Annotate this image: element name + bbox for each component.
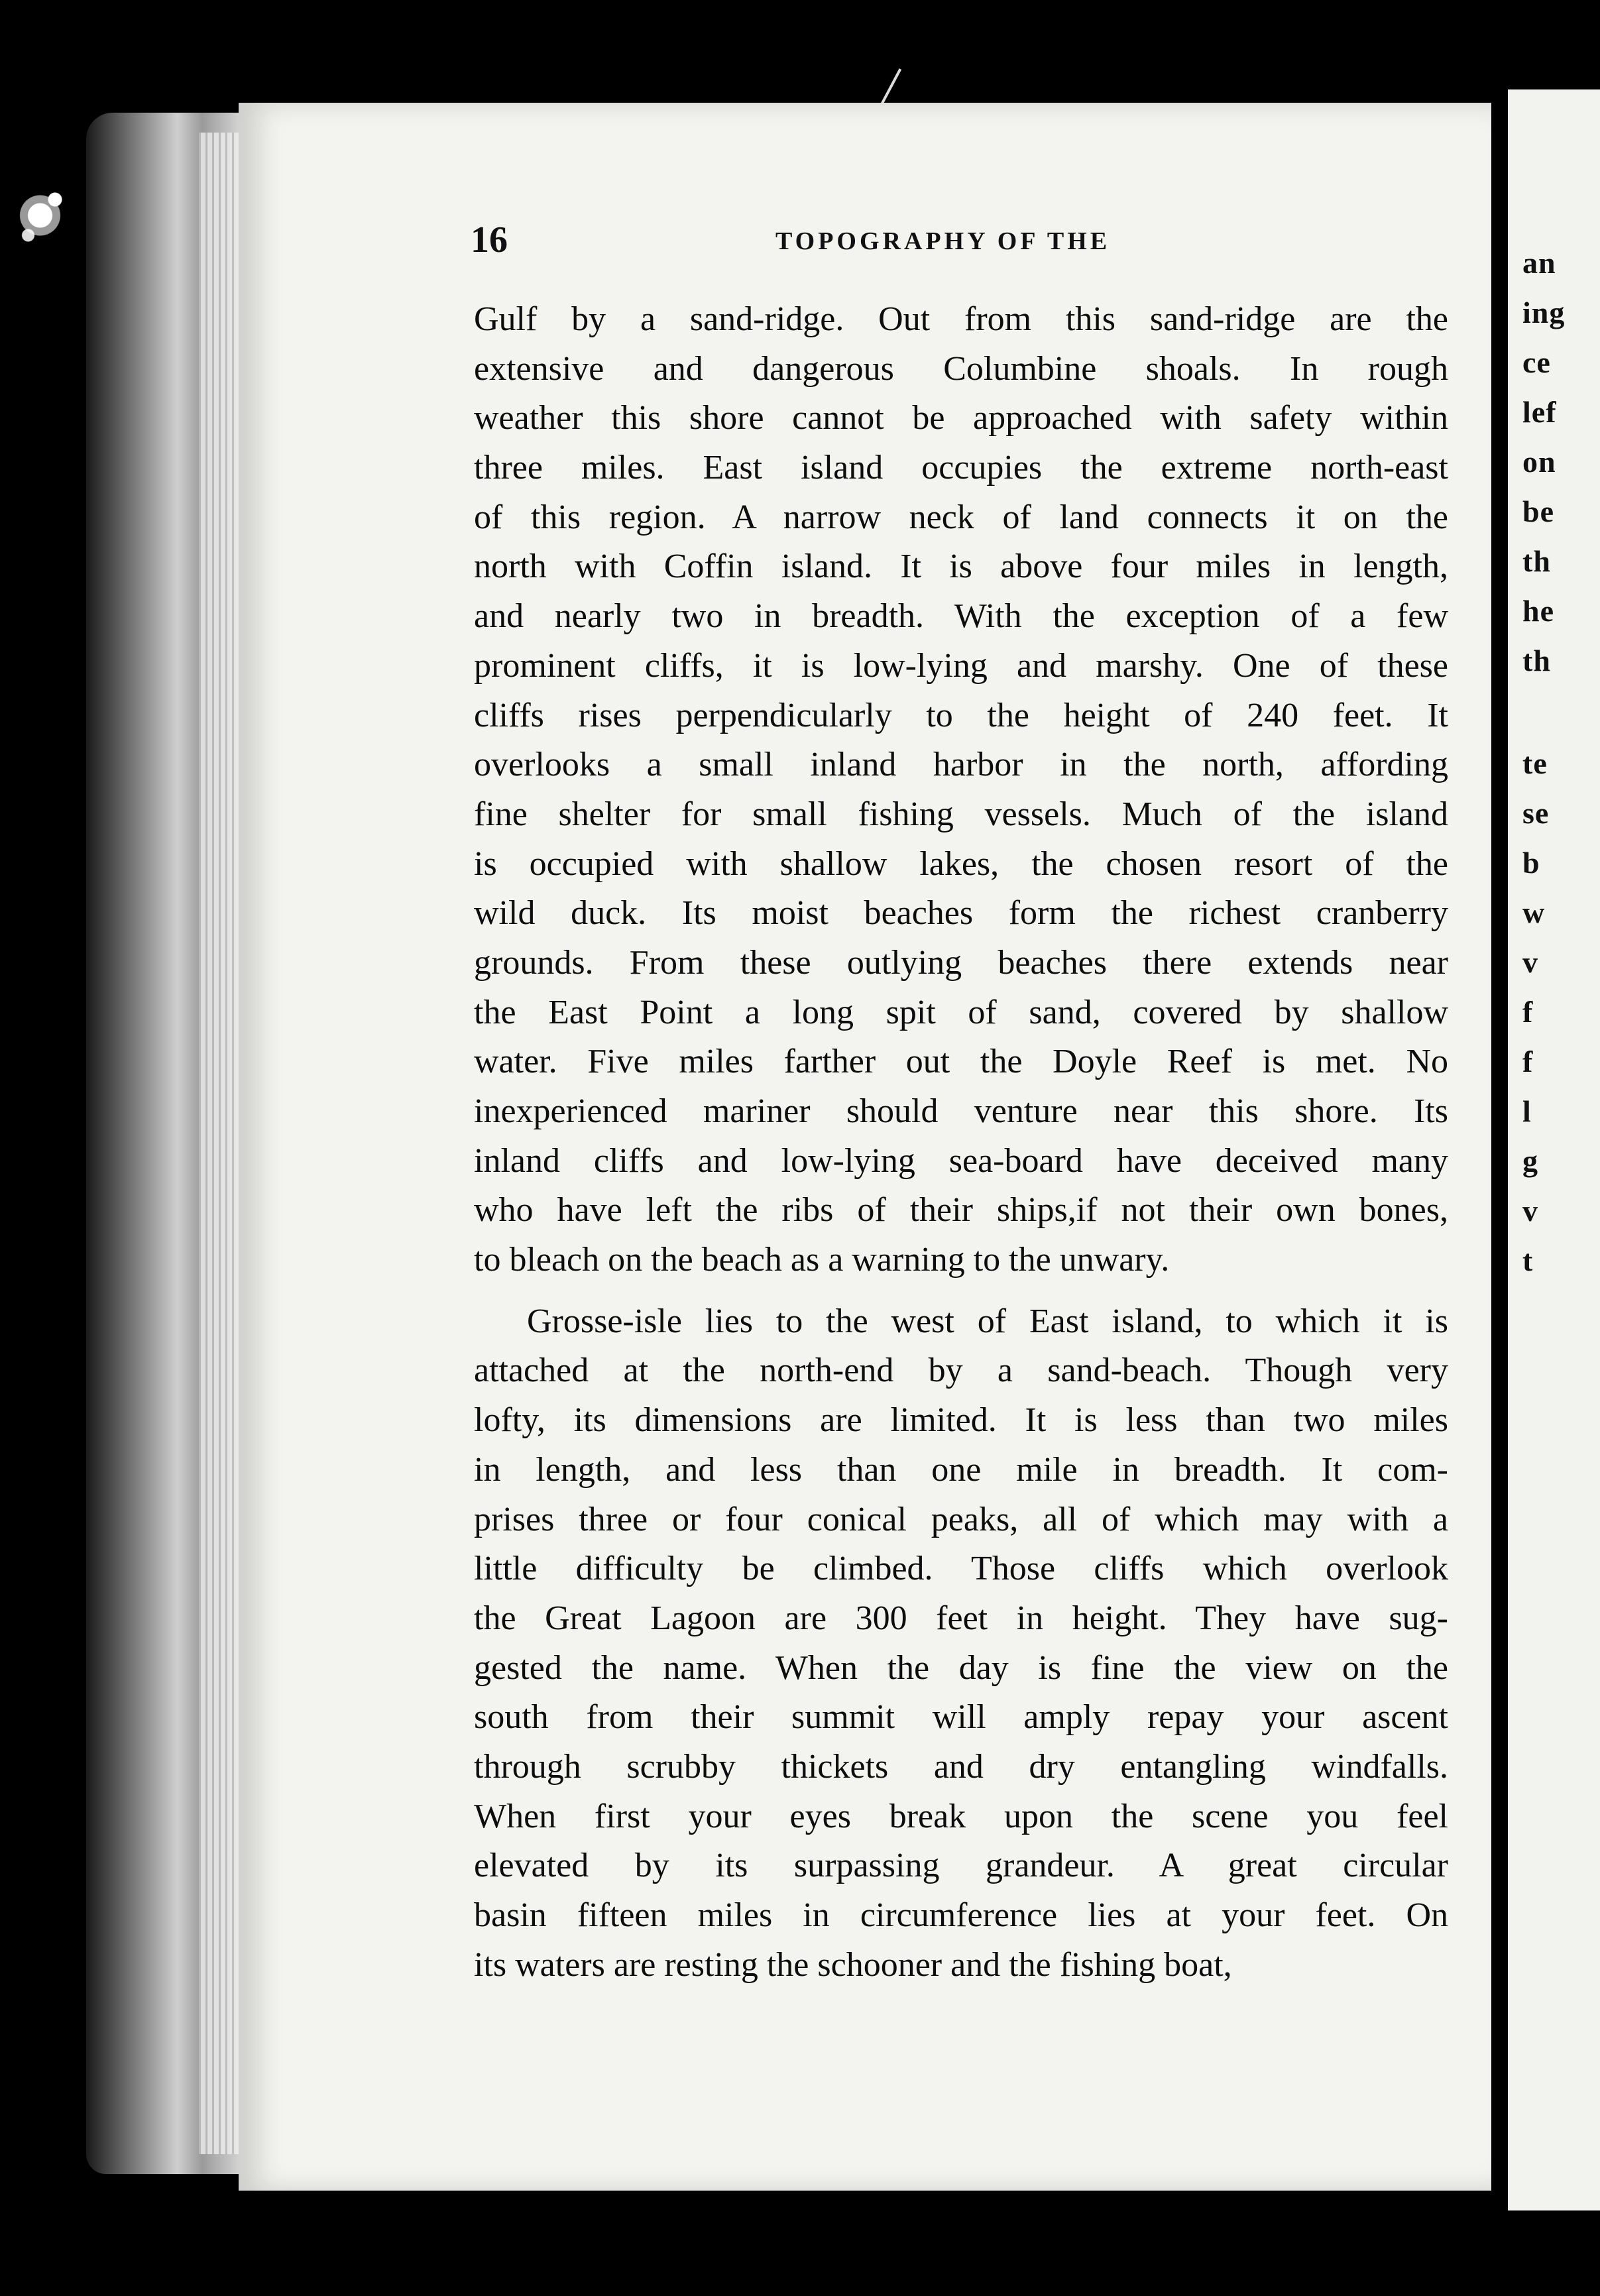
facing-page-fragment: se	[1522, 796, 1550, 830]
text-line: fine shelter for small fishing vessels. Much of the island	[474, 795, 1448, 833]
text-line: grounds. From these outlying beaches there extends near	[474, 943, 1448, 982]
text-line: overlooks a small inland harbor in the north, affording	[474, 746, 1448, 784]
text-line: Grosse-isle lies to the west of East island, to which it is	[527, 1302, 1448, 1340]
text-line: of this region. A narrow neck of land connects it on the	[474, 498, 1448, 536]
text-line: extensive and dangerous Columbine shoals. In rough	[474, 349, 1448, 388]
text-line: wild duck. Its moist beaches form the richest cranberry	[474, 894, 1448, 933]
text-line: in length, and less than one mile in breadth. It com-	[474, 1450, 1448, 1489]
facing-page-fragment: l	[1522, 1094, 1532, 1128]
facing-page-fragment: th	[1522, 544, 1551, 578]
text-line: the Great Lagoon are 300 feet in height. They have sug-	[474, 1599, 1448, 1637]
text-line: its waters are resting the schooner and the fishing boat,	[474, 1945, 1232, 1984]
text-line: Gulf by a sand-ridge. Out from this sand-ridge are the	[474, 300, 1448, 338]
facing-page-fragment: t	[1522, 1243, 1534, 1277]
text-line: cliffs rises perpendicularly to the height of 240 feet. It	[474, 696, 1448, 734]
facing-page-fragment: te	[1522, 746, 1548, 780]
facing-page-fragment: th	[1522, 644, 1551, 677]
text-line: gested the name. When the day is fine the view on the	[474, 1648, 1448, 1687]
text-line: and nearly two in breadth. With the exception of a few	[474, 597, 1448, 636]
body-text	[474, 295, 1448, 1990]
facing-page-fragment: ce	[1522, 345, 1551, 379]
facing-page-fragment: f	[1522, 1045, 1534, 1078]
facing-page-fragment: he	[1522, 594, 1554, 628]
text-line: three miles. East island occupies the extreme north-east	[474, 449, 1448, 487]
facing-page-fragment: f	[1522, 995, 1534, 1029]
facing-page-fragment: an	[1522, 246, 1556, 280]
facing-page-fragment: ing	[1522, 296, 1566, 329]
facing-page-fragment: v	[1522, 1194, 1538, 1228]
text-line: basin fifteen miles in circumference lies at your feet. On	[474, 1896, 1448, 1934]
text-line: attached at the north-end by a sand-beach. Though very	[474, 1351, 1448, 1390]
facing-page-fragment: v	[1522, 945, 1538, 979]
running-title: TOPOGRAPHY OF THE	[775, 227, 1111, 255]
facing-page-fragment: on	[1522, 445, 1556, 479]
text-line: weather this shore cannot be approached with safety within	[474, 399, 1448, 437]
facing-page	[1508, 89, 1600, 2210]
text-line: south from their summit will amply repay your ascent	[474, 1698, 1448, 1737]
text-line: through scrubby thickets and dry entangling windfalls.	[474, 1747, 1448, 1786]
facing-page-fragment: be	[1522, 494, 1554, 528]
text-line: north with Coffin island. It is above four miles in length,	[474, 547, 1448, 586]
page-header	[471, 219, 1425, 272]
facing-page-fragment: lef	[1522, 395, 1557, 429]
text-line: water. Five miles farther out the Doyle Reef is met. No	[474, 1043, 1448, 1081]
text-line: lofty, its dimensions are limited. It is less than two miles	[474, 1401, 1448, 1440]
scan-speck	[13, 176, 73, 255]
facing-page-fragment: w	[1522, 895, 1546, 929]
text-line: little difficulty be climbed. Those cliffs which overlook	[474, 1550, 1448, 1588]
text-line: to bleach on the beach as a warning to the unwary.	[474, 1241, 1170, 1279]
text-line: prominent cliffs, it is low-lying and marshy. One of these	[474, 646, 1448, 685]
text-line: who have left the ribs of their ships,if not their own bones,	[474, 1191, 1448, 1230]
paragraph-gap	[474, 1285, 1448, 1297]
text-line: is occupied with shallow lakes, the chosen resort of the	[474, 844, 1448, 883]
page-number: 16	[471, 219, 508, 260]
text-line: elevated by its surpassing grandeur. A great circular	[474, 1847, 1448, 1885]
facing-page-fragment: g	[1522, 1144, 1538, 1178]
text-line: prises three or four conical peaks, all of which may with a	[474, 1500, 1448, 1538]
text-line: inexperienced mariner should venture near this shore. Its	[474, 1092, 1448, 1130]
text-line: inland cliffs and low-lying sea-board have deceived many	[474, 1141, 1448, 1180]
text-line: When first your eyes break upon the scene you feel	[474, 1797, 1448, 1835]
facing-page-fragment: b	[1522, 846, 1540, 880]
text-line: the East Point a long spit of sand, covered by shallow	[474, 993, 1448, 1031]
